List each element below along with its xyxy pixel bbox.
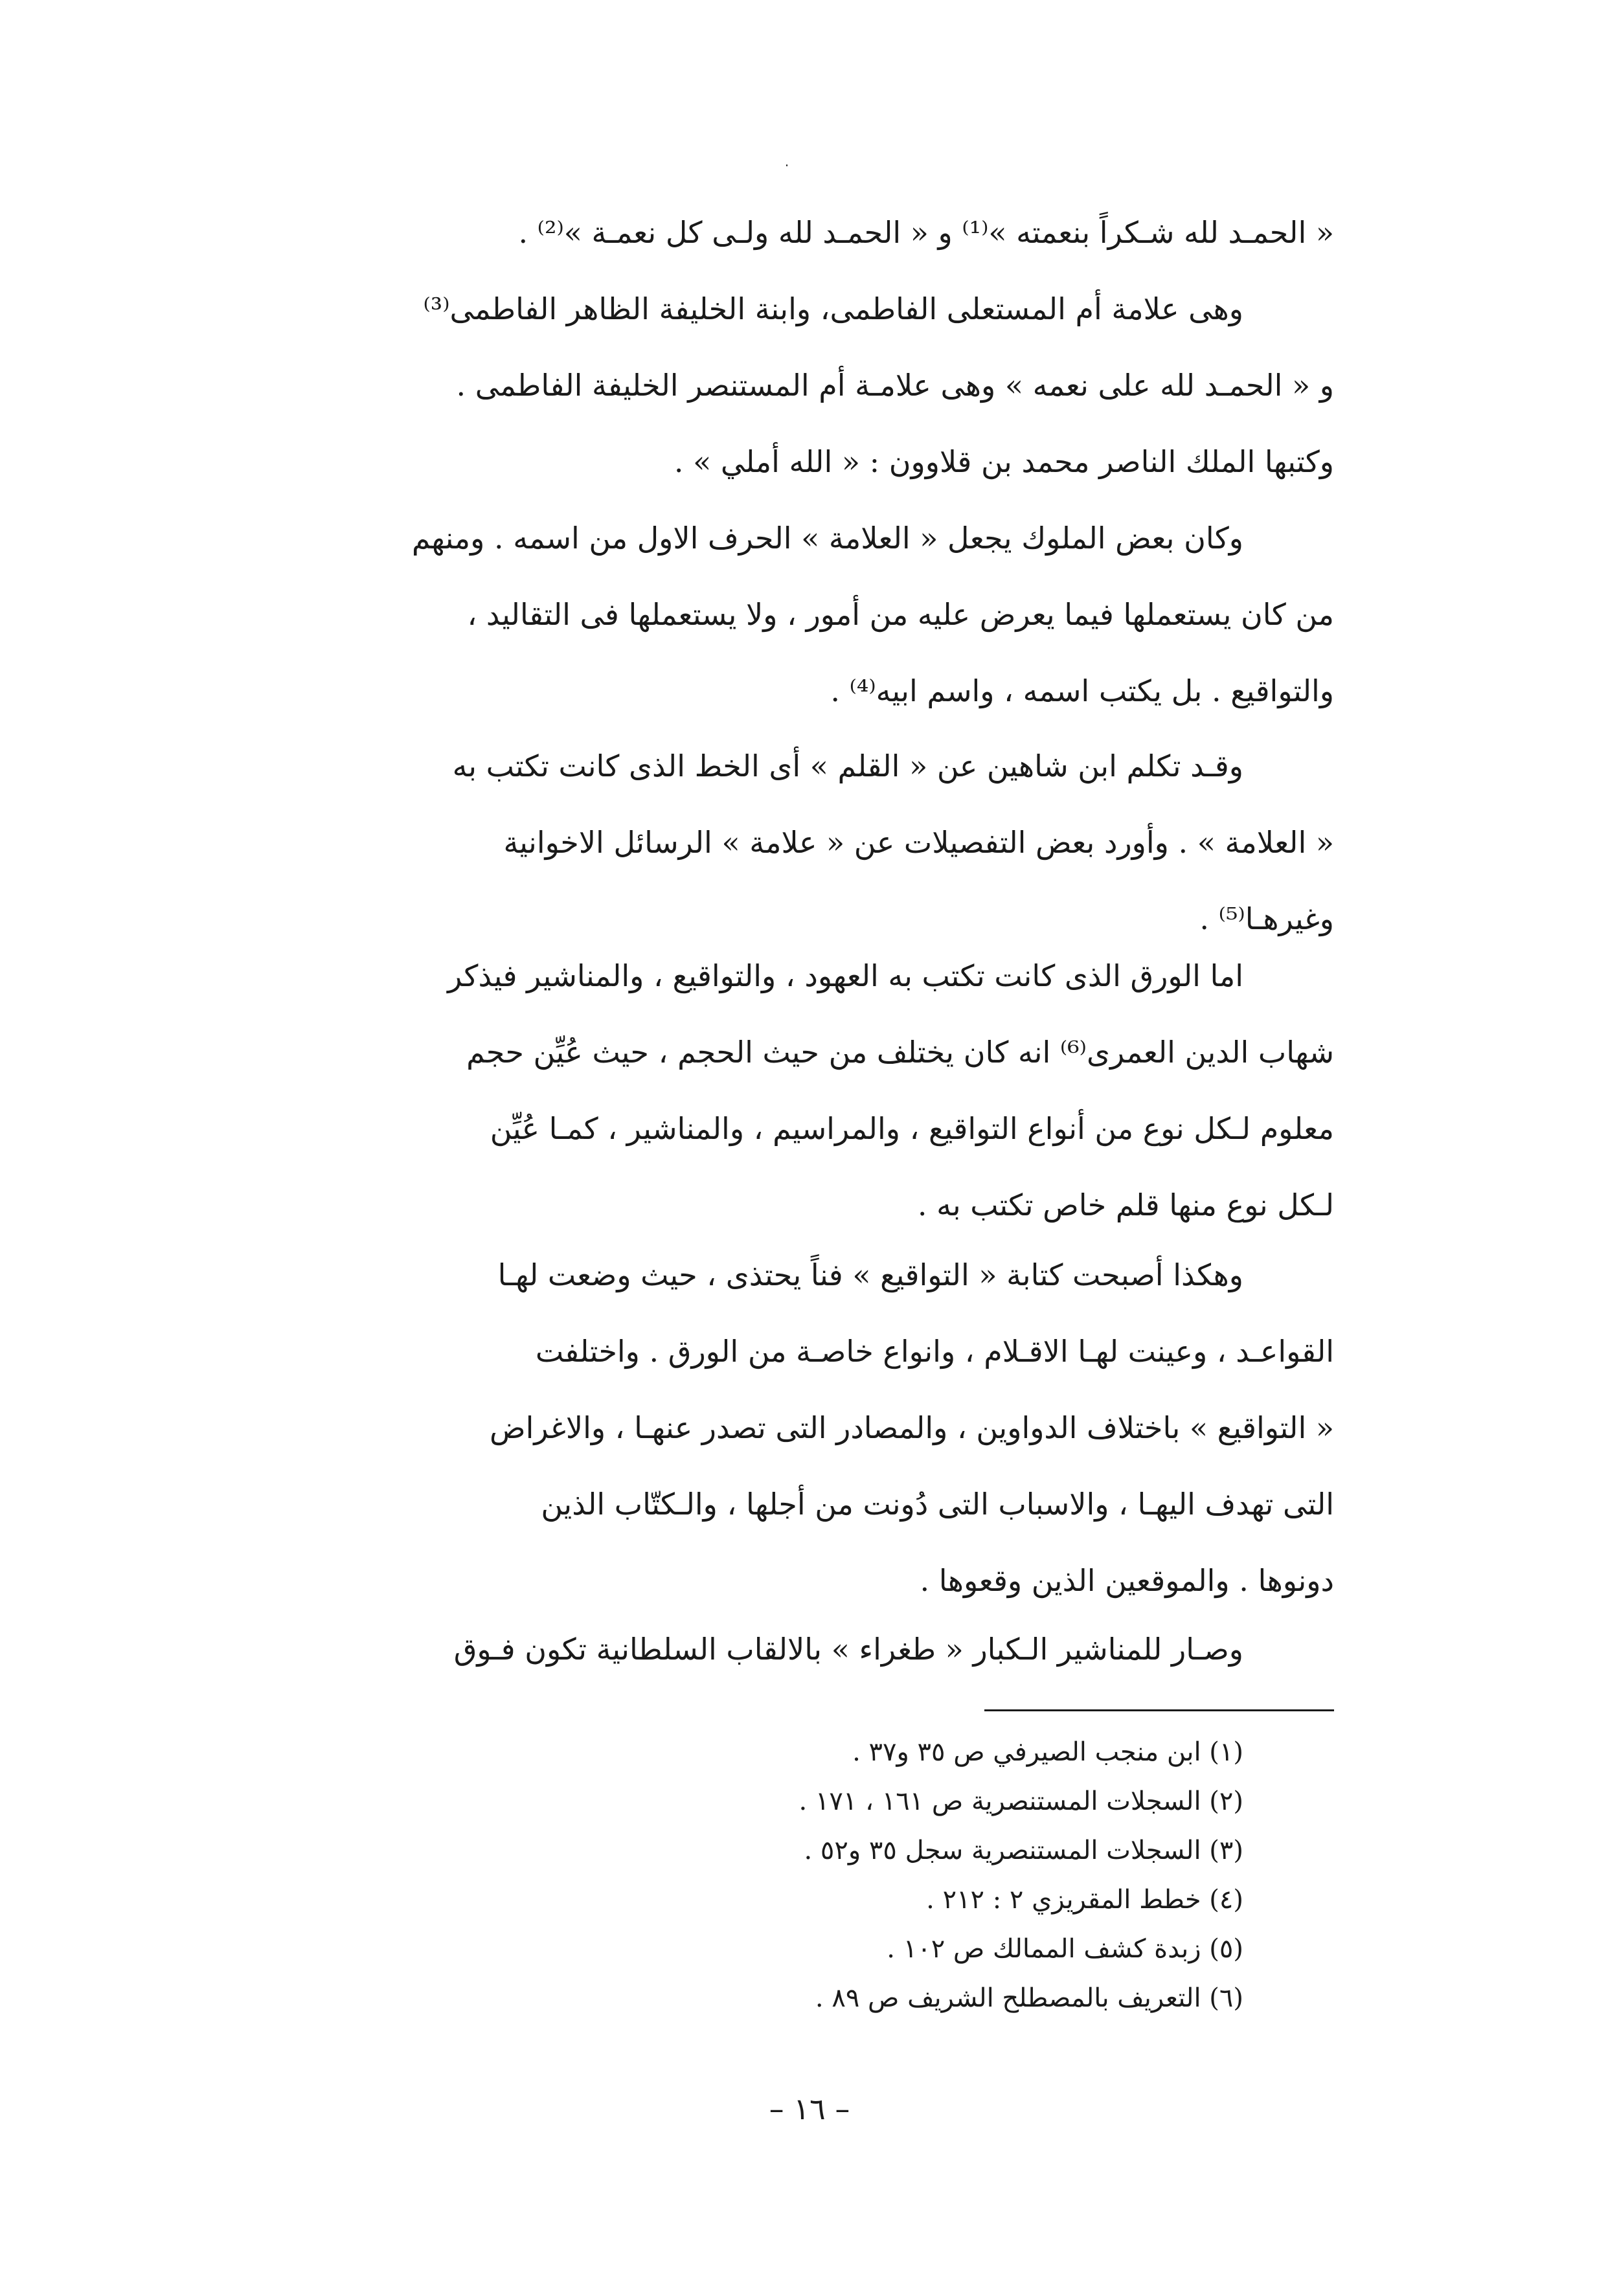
paragraph-line: « الحمـد لله شـكراً بنعمته »⁽¹⁾ و « الحمـد لله ولـى كل نعمـة »⁽²⁾ . (518, 215, 1334, 250)
footnote-divider (984, 1709, 1334, 1711)
paragraph-5 (272, 1237, 1334, 1619)
paragraph-line: القواعـد ، وعينت لهـا الاقـلام ، وانواع خاصـة من الورق . واختلفت (535, 1334, 1334, 1369)
top-mark: ٠ (783, 157, 791, 172)
paragraph-line: التى تهدف اليهـا ، والاسباب التى دُونت من أجلها ، والـكتّاب الذين (541, 1487, 1334, 1522)
paragraph-4 (272, 938, 1334, 1243)
paragraph-line: اما الورق الذى كانت تكتب به العهود ، والتواقيع ، والمناشير فيذكر (447, 958, 1243, 993)
paragraph-line: وهى علامة أم المستعلى الفاطمى، وابنة الخليفة الظاهر الفاطمى⁽³⁾ (423, 291, 1243, 326)
paragraph-1 (272, 194, 1334, 500)
paragraph-line: وهكذا أصبحت كتابة « التواقيع » فناً يحتذى ، حيث وضعت لهـا (497, 1257, 1243, 1292)
footnote-1: (١) ابن منجب الصيرفي ص ٣٥ و٣٧ . (852, 1737, 1243, 1767)
paragraph-line: من كان يستعملها فيما يعرض عليه من أمور ، ولا يستعملها فى التقاليد ، (467, 597, 1334, 632)
footnote-2: (٢) السجلات المستنصرية ص ١٦١ ، ١٧١ . (798, 1786, 1243, 1816)
footnote-4: (٤) خطط المقريزي ٢ : ٢١٢ . (926, 1885, 1243, 1915)
paragraph-2 (272, 500, 1334, 729)
paragraph-line: وكتبها الملك الناصر محمد بن قلاوون : « الله أملي » . (674, 444, 1334, 479)
page-number: – ١٦ – (769, 2091, 850, 2126)
footnotes (583, 1728, 1243, 2023)
footnote-5: (٥) زبدة كشف الممالك ص ١٠٢ . (887, 1934, 1243, 1964)
paragraph-line: لـكل نوع منها قلم خاص تكتب به . (917, 1187, 1334, 1222)
footnote-6: (٦) التعريف بالمصطلح الشريف ص ٨٩ . (815, 1983, 1243, 2013)
paragraph-line: والتواقيع . بل يكتب اسمه ، واسم ابيه⁽⁴⁾ . (830, 673, 1334, 708)
paragraph-line: وكان بعض الملوك يجعل « العلامة » الحرف الاول من اسمه . ومنهم (411, 521, 1243, 556)
paragraph-line: وقـد تكلم ابن شاهين عن « القلم » أى الخط الذى كانت تكتب به (452, 748, 1243, 783)
paragraph-6 (272, 1611, 1334, 1687)
paragraph-line: و « الحمـد لله على نعمه » وهى علامـة أم المستنصر الخليفة الفاطمى . (456, 368, 1334, 403)
paragraph-line: دونوها . والموقعين الذين وقعوها . (920, 1563, 1334, 1598)
paragraph-line: شهاب الدين العمرى⁽⁶⁾ انه كان يختلف من حيث الحجم ، حيث عُيِّن حجم (466, 1035, 1334, 1070)
paragraph-line: وصـار للمناشير الـكبار « طغراء » بالالقاب السلطانية تكون فـوق (453, 1632, 1243, 1667)
paragraph-line: معلوم لـكل نوع من أنواع التواقيع ، والمراسيم ، والمناشير ، كمـا عُيِّن (490, 1111, 1334, 1146)
paragraph-line: وغيرهـا⁽⁵⁾ . (1199, 901, 1334, 936)
paragraph-line: « العلامة » . وأورد بعض التفصيلات عن « علامة » الرسائل الاخوانية (503, 825, 1334, 860)
paragraph-3 (272, 728, 1334, 957)
footnote-3: (٣) السجلات المستنصرية سجل ٣٥ و٥٢ . (804, 1836, 1243, 1865)
paragraph-line: « التواقيع » باختلاف الدواوين ، والمصادر التى تصدر عنهـا ، والاغراض (490, 1410, 1334, 1445)
